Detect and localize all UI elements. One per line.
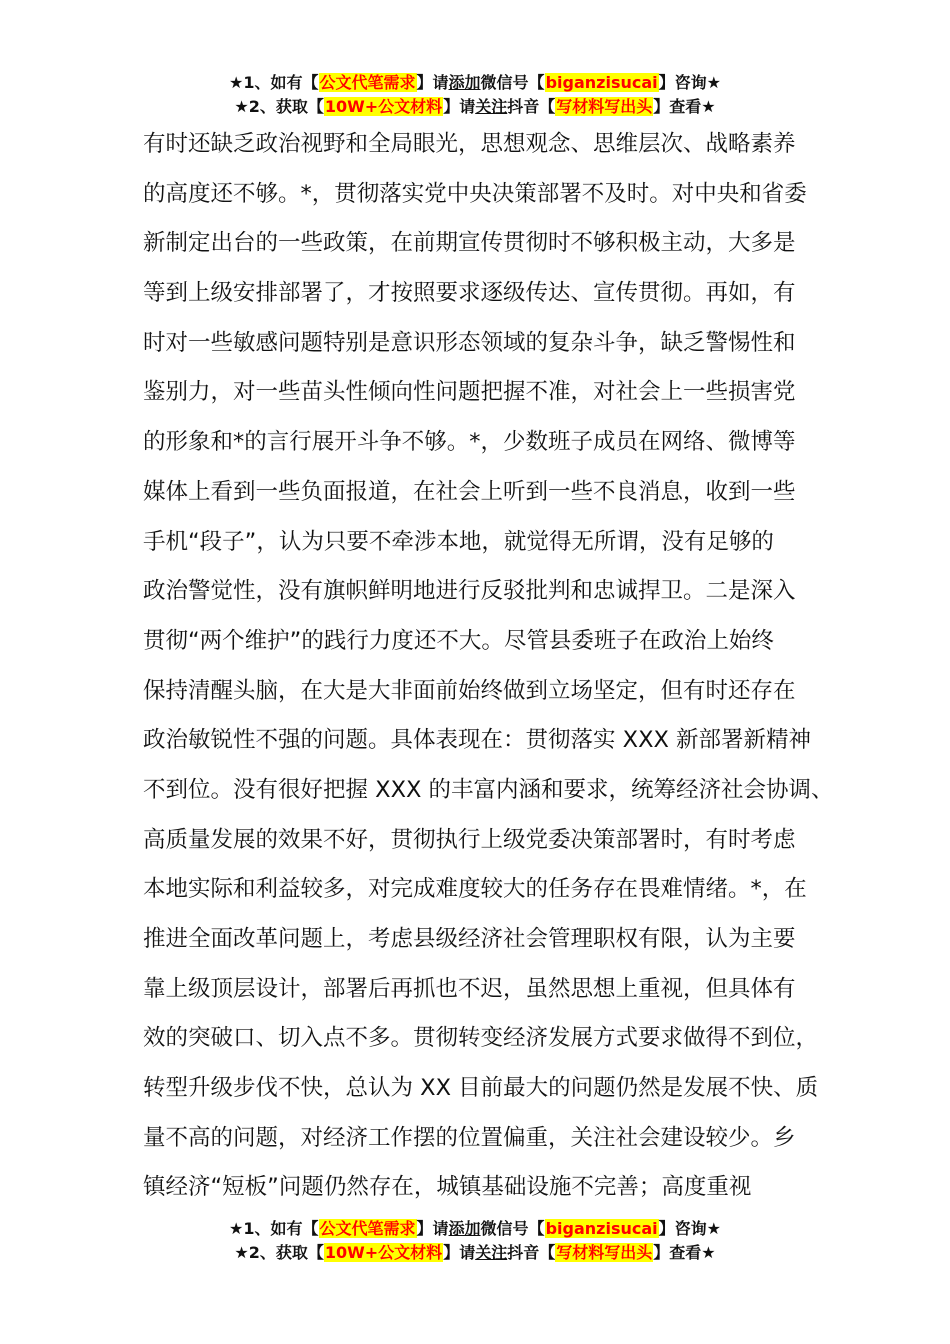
document-body: [143, 120, 833, 1213]
body-line: 鉴别力，对一些苗头性倾向性问题把握不准，对社会上一些损害党: [143, 379, 796, 406]
body-line: 贯彻“两个维护”的践行力度还不大。尽管县委班子在政治上始终: [143, 627, 774, 654]
footer-line-1: ★1、如有【公文代笔需求】请添加微信号【biganzisucai】咨询★: [229, 1219, 721, 1238]
body-line: 转型升级步伐不快，总认为 XX 目前最大的问题仍然是发展不快、质: [143, 1075, 819, 1102]
footer-banner: [0, 1217, 950, 1265]
body-line: 高质量发展的效果不好，贯彻执行上级党委决策部署时，有时考虑: [143, 826, 796, 853]
body-line: 靠上级顶层设计，部署后再抓也不迟，虽然思想上重视，但具体有: [143, 975, 796, 1002]
body-line: 政治敏锐性不强的问题。具体表现在：贯彻落实 XXX 新部署新精神: [143, 727, 812, 754]
body-line: 政治警觉性，没有旗帜鲜明地进行反驳批判和忠诚捍卫。二是深入: [143, 578, 796, 605]
body-line: 推进全面改革问题上，考虑县级经济社会管理职权有限，认为主要: [143, 926, 796, 952]
body-line: 效的突破口、切入点不多。贯彻转变经济发展方式要求做得不到位，: [143, 1025, 819, 1052]
highlight-service: 公文代笔需求: [319, 1219, 416, 1238]
highlight-wechat-id: biganzisucai: [545, 73, 658, 92]
body-line: 镇经济“短板”问题仍然存在，城镇基础设施不完善；高度重视: [143, 1174, 752, 1201]
highlight-materials: 10W+公文材料: [324, 1243, 443, 1262]
highlight-douyin: 写材料写出头: [556, 97, 653, 116]
header-line-2: ★2、获取【10W+公文材料】请关注抖音【写材料写出头】查看★: [234, 97, 716, 116]
header-banner: [0, 71, 950, 119]
body-line: 有时还缺乏政治视野和全局眼光，思想观念、思维层次、战略素养: [143, 131, 796, 157]
highlight-materials: 10W+公文材料: [324, 97, 443, 116]
body-line: 手机“段子”，认为只要不牵涉本地，就觉得无所谓，没有足够的: [143, 528, 774, 555]
body-line: 不到位。没有很好把握 XXX 的丰富内涵和要求，统筹经济社会协调、: [143, 776, 834, 803]
highlight-douyin: 写材料写出头: [556, 1243, 653, 1262]
body-line: 等到上级安排部署了，才按照要求逐级传达、宣传贯彻。再如，有: [143, 280, 796, 307]
body-line: 媒体上看到一些负面报道，在社会上听到一些不良消息，收到一些: [143, 478, 796, 505]
body-line: 本地实际和利益较多，对完成难度较大的任务存在畏难情绪。*，在: [143, 876, 807, 903]
body-line: 的高度还不够。*，贯彻落实党中央决策部署不及时。对中央和省委: [143, 180, 807, 207]
body-line: 时对一些敏感问题特别是意识形态领域的复杂斗争，缺乏警惕性和: [143, 329, 796, 356]
highlight-wechat-id: biganzisucai: [545, 1219, 658, 1238]
header-line-1: ★1、如有【公文代笔需求】请添加微信号【biganzisucai】咨询★: [229, 73, 721, 92]
body-line: 量不高的问题，对经济工作摆的位置偏重，关注社会建设较少。乡: [143, 1124, 796, 1151]
body-line: 的形象和*的言行展开斗争不够。*，少数班子成员在网络、微博等: [143, 429, 796, 456]
body-line: 新制定出台的一些政策，在前期宣传贯彻时不够积极主动，大多是: [143, 230, 796, 257]
highlight-service: 公文代笔需求: [319, 73, 416, 92]
footer-line-2: ★2、获取【10W+公文材料】请关注抖音【写材料写出头】查看★: [234, 1243, 716, 1262]
body-line: 保持清醒头脑，在大是大非面前始终做到立场坚定，但有时还存在: [143, 677, 796, 704]
